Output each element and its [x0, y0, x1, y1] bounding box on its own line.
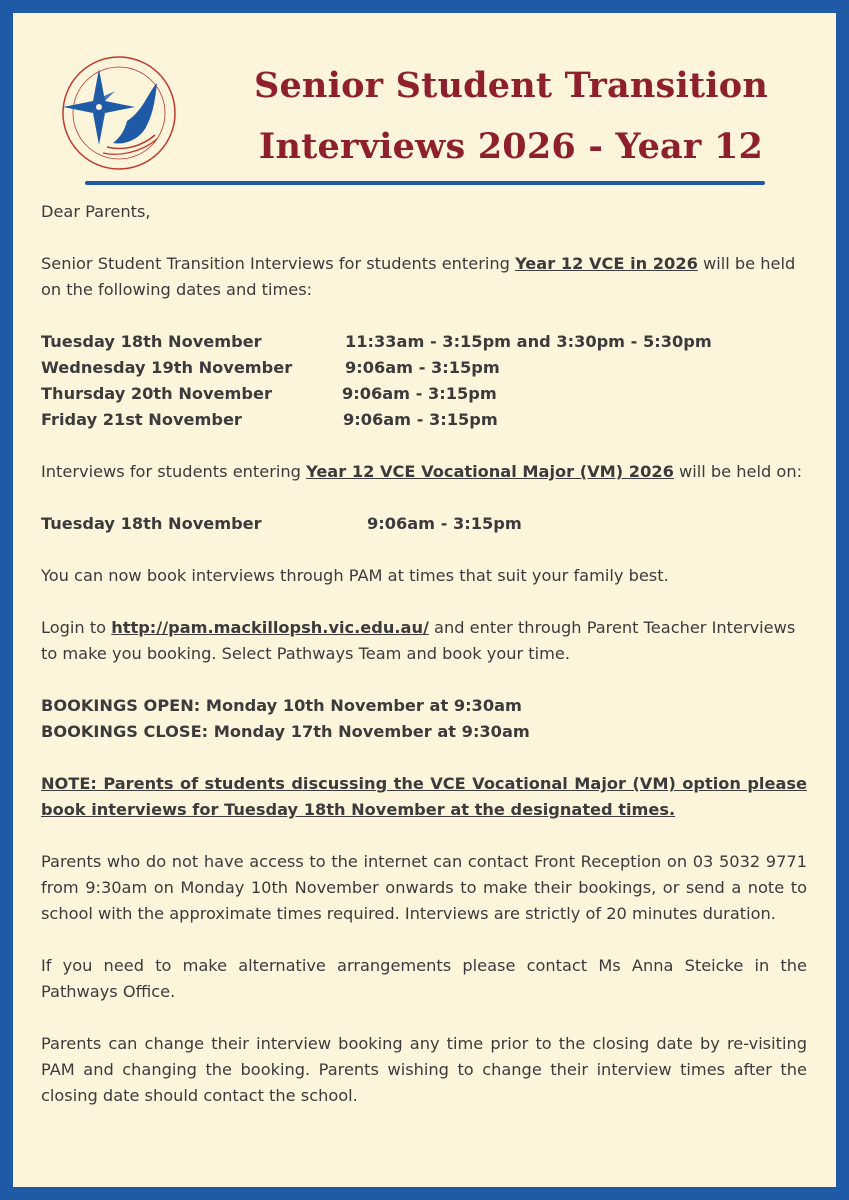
vm-highlight: Year 12 VCE Vocational Major (VM) 2026: [306, 462, 674, 481]
page-title: [211, 55, 811, 177]
schedule-day: Friday 21st November: [41, 410, 242, 429]
pam-link[interactable]: http://pam.mackillopsh.vic.edu.au/: [111, 618, 429, 637]
login-text: Login to: [41, 618, 112, 637]
vm-schedule-day: Tuesday 18th November: [41, 514, 262, 533]
vm-note: NOTE: Parents of students discussing the VCE Vocational Major (VM) option please book interviews for Tuesday 18th November at the designated times.: [41, 774, 807, 819]
intro-paragraph: [41, 251, 807, 303]
vm-paragraph: [41, 459, 807, 485]
college-logo: [57, 51, 181, 175]
vm-schedule-row: [41, 511, 807, 537]
title-divider: [85, 181, 765, 185]
book-note: You can now book interviews through PAM at times that suit your family best.: [41, 566, 669, 585]
schedule-time: 9:06am - 3:15pm: [345, 358, 500, 377]
login-paragraph: [41, 615, 807, 667]
bookings-open: BOOKINGS OPEN: Monday 10th November at 9:30am: [41, 696, 522, 715]
intro-text-end: will be held on the following dates and times:: [41, 254, 796, 299]
schedule-row: [41, 381, 807, 407]
schedule-day: Wednesday 19th November: [41, 358, 293, 377]
vm-schedule-time: 9:06am - 3:15pm: [367, 514, 522, 533]
schedule-time: 9:06am - 3:15pm: [343, 410, 498, 429]
schedule-day: Tuesday 18th November: [41, 332, 262, 351]
login-text-end: and enter through Parent Teacher Interviews to make you booking. Select Pathways Team and book your time.: [41, 618, 796, 663]
alternative-paragraph: If you need to make alternative arrangements please contact Ms Anna Steicke in the Pathways Office.: [41, 956, 807, 1001]
vm-text: Interviews for students entering: [41, 462, 307, 481]
vm-text-end: will be held on:: [673, 462, 803, 481]
schedule-row: [41, 329, 807, 355]
title-line-1: Senior Student Transition: [253, 65, 768, 106]
greeting: Dear Parents,: [41, 202, 151, 221]
no-internet-paragraph: Parents who do not have access to the internet can contact Front Reception on 03 5032 9771 from 9:30am on Monday 10th November onwards to make their bookings, or send a note to school with the approximate times required. Interviews are strictly of 20 minutes duration.: [41, 852, 807, 923]
letter-body: [41, 199, 807, 1109]
bookings-close: BOOKINGS CLOSE: Monday 17th November at 9:30am: [41, 722, 530, 741]
schedule-row: [41, 407, 807, 433]
schedule-row: [41, 355, 807, 381]
schedule-list: [41, 329, 807, 433]
flyer-page: [13, 13, 836, 1187]
intro-highlight: Year 12 VCE in 2026: [515, 254, 698, 273]
schedule-day: Thursday 20th November: [41, 384, 272, 403]
change-booking-paragraph: Parents can change their interview booking any time prior to the closing date by re-visiting PAM and changing the booking. Parents wishing to change their interview times after the closing date should contact the school.: [41, 1034, 807, 1105]
schedule-time: 9:06am - 3:15pm: [342, 384, 497, 403]
title-line-2: Interviews 2026 - Year 12: [258, 126, 764, 167]
intro-text: Senior Student Transition Interviews for students entering: [41, 254, 516, 273]
schedule-time: 11:33am - 3:15pm and 3:30pm - 5:30pm: [345, 332, 712, 351]
college-crest-icon: [57, 51, 181, 175]
